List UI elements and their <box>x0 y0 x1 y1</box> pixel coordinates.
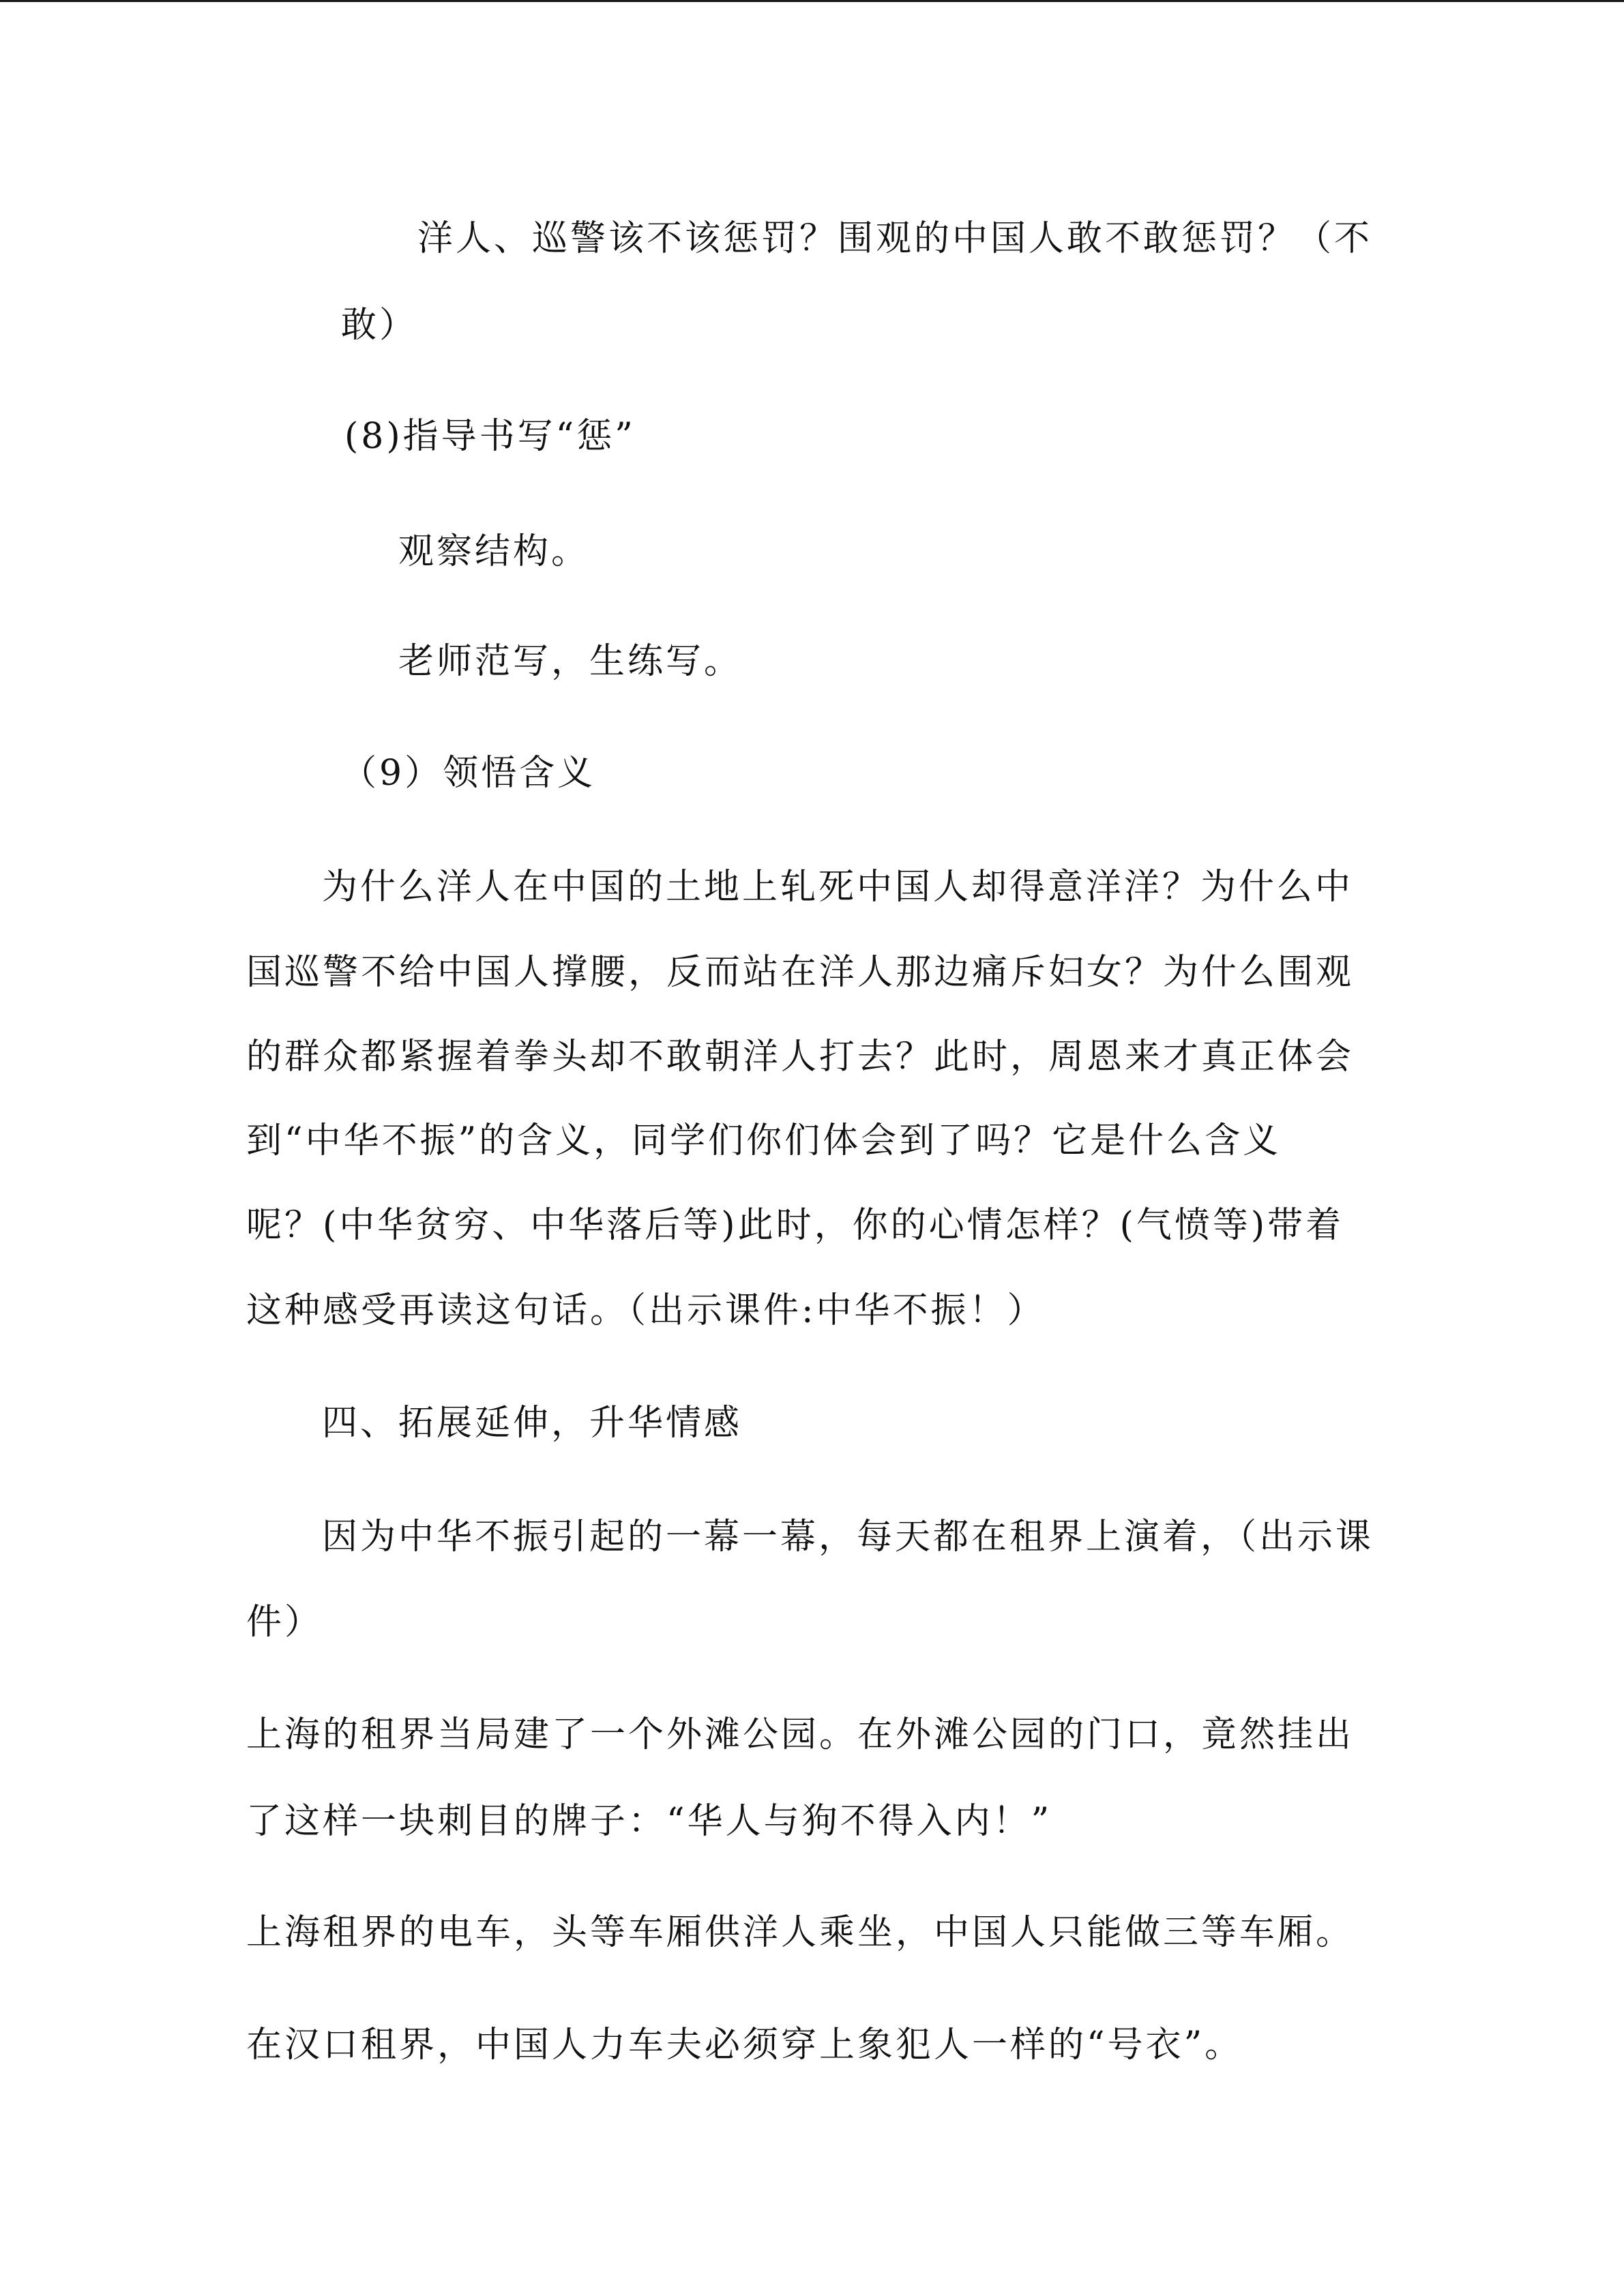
paragraph-line: 敢） <box>341 305 418 346</box>
paragraph-line: 上海租界的电车，头等车厢供洋人乘坐，中国人只能做三等车厢。 <box>246 1912 1355 1953</box>
paragraph-line: 老师范写，生练写。 <box>398 641 743 682</box>
section-heading-4: 四、拓展延伸，升华情感 <box>322 1403 743 1444</box>
paragraph-line: 呢？(中华贫穷、中华落后等)此时，你的心情怎样？(气愤等)带着 <box>246 1205 1344 1246</box>
section-heading-9: （9）领悟含义 <box>341 753 596 794</box>
paragraph-line: 观察结构。 <box>398 531 590 572</box>
paragraph-line: 为什么洋人在中国的土地上轧死中国人却得意洋洋？为什么中 <box>322 867 1354 908</box>
paragraph-line: 到“中华不振”的含义，同学们你们体会到了吗？它是什么含义 <box>246 1120 1282 1161</box>
paragraph-line: 上海的租界当局建了一个外滩公园。在外滩公园的门口，竟然挂出 <box>246 1714 1355 1755</box>
section-heading-8: (8)指导书写“惩” <box>344 416 636 457</box>
paragraph-line: 了这样一块刺目的牌子：“华人与狗不得入内！” <box>246 1801 1052 1842</box>
paragraph-line: 因为中华不振引起的一幕一幕，每天都在租界上演着，（出示课 <box>322 1517 1374 1557</box>
paragraph-line: 洋人、巡警该不该惩罚？围观的中国人敢不敢惩罚？（不 <box>417 218 1373 259</box>
paragraph-line: 这种感受再读这句话。（出示课件:中华不振！） <box>246 1290 1046 1331</box>
page-top-edge <box>0 0 1624 2</box>
paragraph-line: 的群众都紧握着拳头却不敢朝洋人打去？此时，周恩来才真正体会 <box>246 1037 1355 1077</box>
paragraph-line: 件） <box>246 1602 323 1643</box>
paragraph-line: 国巡警不给中国人撑腰，反而站在洋人那边痛斥妇女？为什么围观 <box>246 952 1355 993</box>
paragraph-line: 在汉口租界，中国人力车夫必须穿上象犯人一样的“号衣”。 <box>246 2025 1243 2066</box>
